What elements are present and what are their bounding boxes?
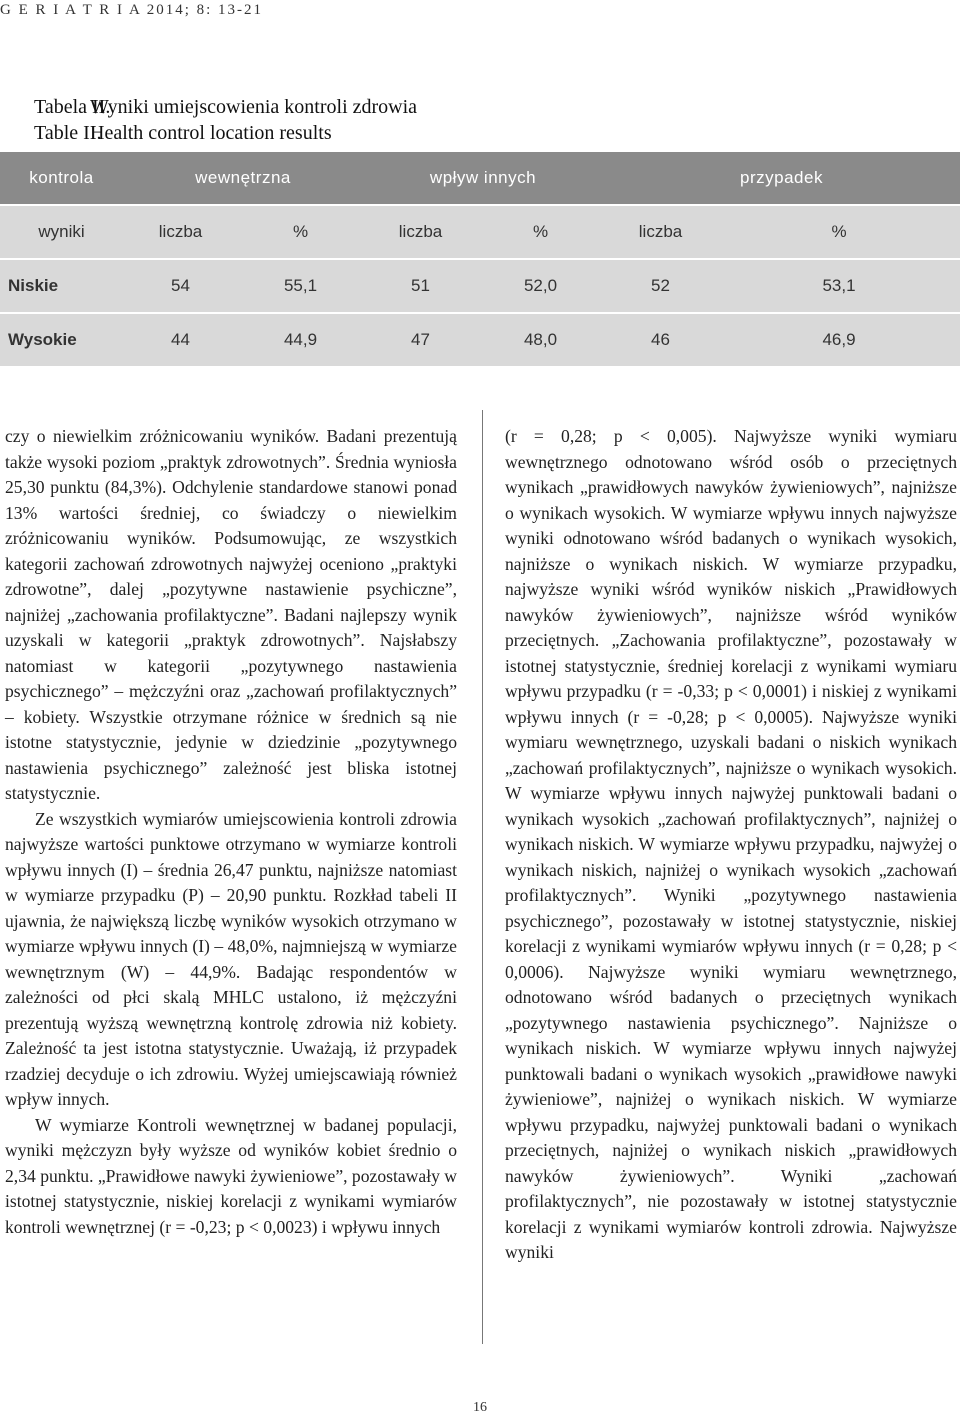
caption-polish-label: Tabela II.: [34, 96, 111, 118]
paragraph: czy o niewielkim zróżnicowaniu wyników. Badani prezentują także wysoki poziom „praktyk zdrowotnych”. Średnia wyniosła 25,30 punktu (84,3%). Odchylenie standardowe stanowi ponad 13% wartości średniej, co świadczy o niewielkim zróżnicowaniu wyników. Podsumowując, ze wszystkich kategorii zachowań zdrowotnych najwyżej oceniono „praktyki zdrowotne”, dalej „pozytywne nastawienie psychiczne”, najniżej „zachowania profilaktyczne”. Badani najlepszy wynik uzyskali w kategorii „praktyk zdrowotnych”. Najsłabszy natomiast w kategorii „pozytywnego nastawienia psychicznego” – mężczyźni oraz „zachowań profilaktycznych” – kobiety. Wszystkie otrzymane różnice w średnich są nie istotne statystycznie, jedynie w dziedzinie „pozytywnego nastawienia psychicznego” zależność jest bliska istotnej statystycznie.: [5, 426, 457, 803]
results-table: [0, 152, 960, 368]
paragraph: Ze wszystkich wymiarów umiejscowienia kontroli zdrowia najwyższe wartości punktowe otrzymano w wymiarze kontroli wpływu innych (I) – średnia 26,47 punktu, najniższe natomiast w wymiarze przypadku (P) – 20,90 punktu. Rozkład tabeli II ujawnia, że największą liczbę wyników wysokich otrzymano w wymiarze wpływu innych (I) – 48,0%, najmniejszą w wymiarze wewnętrznym (W) – 44,9%. Badając respondentów w zależności od płci skalą MHLC ustalono, iż mężczyźni prezentują wyższą wewnętrzną kontrolę zdrowia niż kobiety. Zależność ta jest istotna statystycznie. Uważają, iż przypadek rzadziej decyduje o ich zdrowiu. Wyżej umiejscawiają również wpływ innych.: [5, 808, 457, 1109]
table-cell: 53,1: [718, 259, 960, 313]
group-header: kontrola: [0, 152, 123, 205]
caption-english-label: Table II.: [34, 122, 102, 144]
table-cell: 44,9: [238, 313, 363, 367]
table-cell: 55,1: [238, 259, 363, 313]
table-cell: 44: [123, 313, 238, 367]
table-caption: [34, 94, 417, 146]
group-header: wpływ innych: [363, 152, 603, 205]
paragraph: (r = 0,28; p < 0,005). Najwyższe wyniki wymiaru wewnętrznego odnotowano wśród osób o przeciętnych wynikach „prawidłowych nawyków żywieniowych”, najniższe o wynikach wysokich. W wymiarze wpływu innych najwyższe wyniki odnotowano wśród badanych o wynikach wysokich, najniższe o wynikach niskich. W wymiarze przypadku, najwyższe wyniki wśród wyników niskich „Prawidłowych nawyków żywieniowych”, najniższe wśród wyników przeciętnych. „Zachowania profilaktyczne”, pozostawały w istotnej statystycznie, średniej korelacji z wynikami wymiaru wpływu przypadku (r = -0,33; p < 0,0001) i niskiej z wynikami wpływu innych (r = -0,28; p < 0,0005). Najwyższe wyniki wymiaru wewnętrznego, uzyskali badani o niskich wynikach „zachowań profilaktycznych”, najniższe o wynikach wysokich. W wymiarze wpływu innych najwyżej punktowali badani o wynikach wysokich „zachowań profilaktycznych”, najniżej o wynikach niskich. W wymiarze wpływu przypadku, najwyżej o wynikach niskich, najniżej o wynikach wysokich „zachowań profilaktycznych”. Wyniki „pozytywnego nastawienia psychicznego”, pozostawały w istotnej statystycznie, niskiej korelacji z wynikami wymiarów wpływu innych (r = 0,28; p < 0,0006). Najwyższe wyniki wymiaru wewnętrznego, odnotowano wśród badanych o przeciętnych wynikach „pozytywnego nastawienia psychicznego”. Najniższe o wynikach niskich. W wymiarze wpływu innych najwyżej punktowali badani o wynikach wysokich „prawidłowe nawyki żywieniowe”, najniżej o wynikach niskich. W wymiarze wpływu przypadku, najwyżej punktowali badani o wynikach przeciętnych, najniżej o wynikach niskich „prawidłowych nawyków żywieniowych”. Wyniki „zachowań profilaktycznych”, nie pozostawały w istotnej statystycznie korelacji z wynikami wymiarów kontroli zdrowia. Najwyższe wyniki: [505, 426, 957, 1262]
sub-header: %: [718, 205, 960, 259]
sub-header: %: [478, 205, 603, 259]
paragraph: W wymiarze Kontroli wewnętrznej w badanej populacji, wyniki mężczyzn były wyższe od wyników kobiet średnio o 2,34 punktu. „Prawidłowe nawyki żywieniowe”, pozostawały w istotnej statystycznie, niskiej korelacji z wynikami wymiarów kontroli wewnętrznej (r = -0,23; p < 0,0023) i wpływu innych: [5, 1114, 457, 1237]
caption-polish-title: Wyniki umiejscowienia kontroli zdrowia: [90, 96, 418, 118]
table-cell: 46: [603, 313, 718, 367]
sub-header: liczba: [363, 205, 478, 259]
sub-header-row: [0, 205, 960, 259]
sub-header: %: [238, 205, 363, 259]
table-row: [0, 313, 960, 367]
group-header-row: [0, 152, 960, 205]
column-divider: [482, 410, 483, 1344]
table-row: [0, 259, 960, 313]
left-text-column: [5, 424, 457, 1240]
table-cell: 54: [123, 259, 238, 313]
page-number: 16: [473, 1400, 487, 1415]
caption-english-title: Health control location results: [90, 122, 332, 144]
row-label: Niskie: [0, 259, 123, 313]
table-cell: 51: [363, 259, 478, 313]
caption-polish: [34, 94, 417, 120]
table-cell: 52: [603, 259, 718, 313]
sub-header: liczba: [123, 205, 238, 259]
sub-header: liczba: [603, 205, 718, 259]
sub-header: wyniki: [0, 205, 123, 259]
row-label: Wysokie: [0, 313, 123, 367]
caption-english: [34, 120, 417, 146]
table-cell: 48,0: [478, 313, 603, 367]
table-cell: 52,0: [478, 259, 603, 313]
group-header: wewnętrzna: [123, 152, 363, 205]
group-header: przypadek: [603, 152, 960, 205]
table-cell: 47: [363, 313, 478, 367]
running-head: G E R I A T R I A 2014; 8: 13-21: [0, 2, 264, 18]
table-cell: 46,9: [718, 313, 960, 367]
right-text-column: [505, 424, 957, 1266]
